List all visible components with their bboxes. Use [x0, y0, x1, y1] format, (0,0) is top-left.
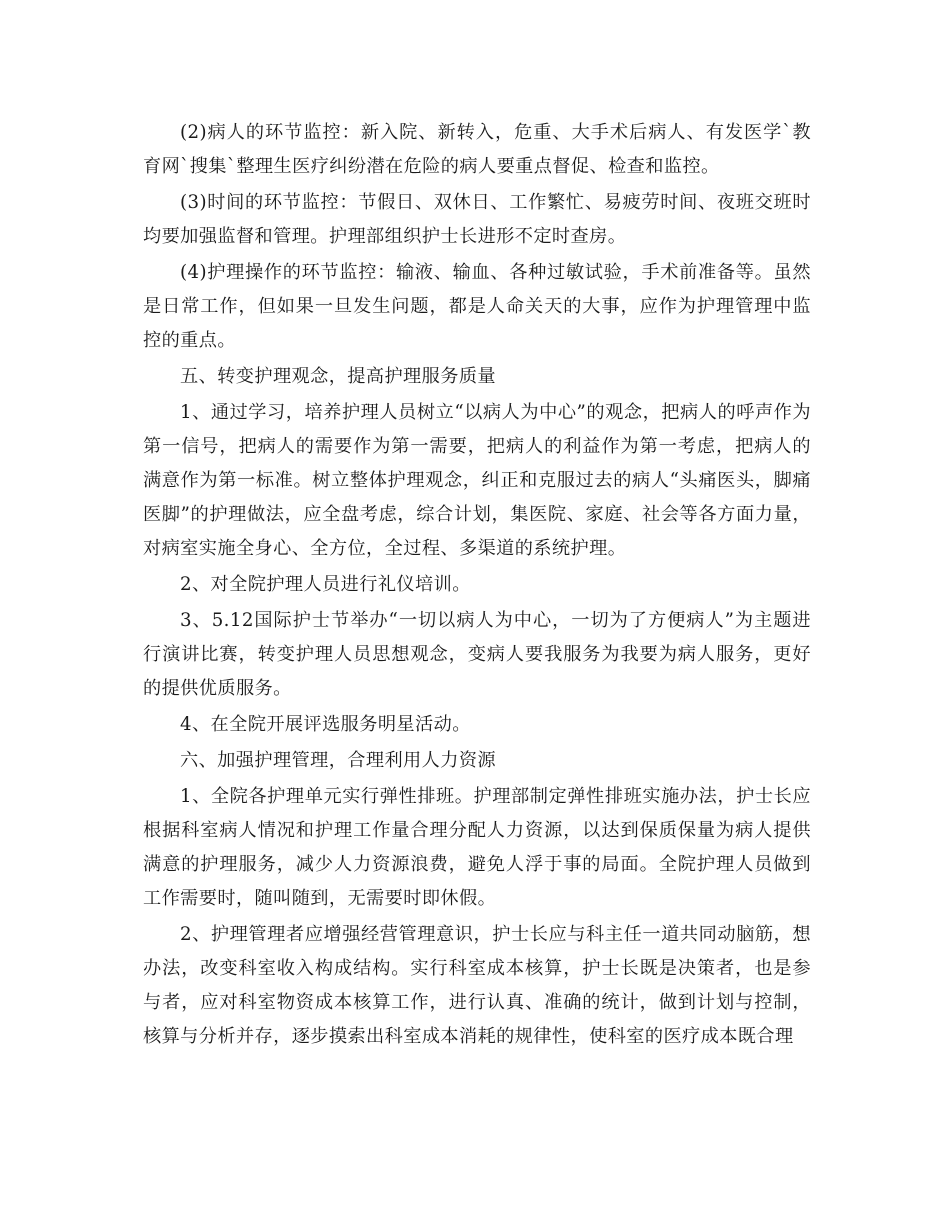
- paragraph-operation-monitoring: (4)护理操作的环节监控：输液、输血、各种过敏试验，手术前准备等。虽然是日常工作，但如果一旦发生问题，都是人命关天的大事，应作为护理管理中监控的重点。: [143, 262, 811, 351]
- paragraph-item-4-service-star: 4、在全院开展评选服务明星活动。: [180, 714, 471, 735]
- paragraph-item-2-etiquette-training: 2、对全院护理人员进行礼仪培训。: [180, 574, 471, 595]
- document-body: [143, 116, 811, 1056]
- section-heading-five: 五、转变护理观念，提高护理服务质量: [180, 366, 496, 387]
- paragraph-time-monitoring: (3)时间的环节监控：节假日、双休日、工作繁忙、易疲劳时间、夜班交班时均要加强监督和管理。护理部组织护士长进形不定时查房。: [143, 192, 811, 247]
- paragraph-item-1-patient-centered: 1、通过学习，培养护理人员树立“以病人为中心”的观念，把病人的呼声作为第一信号，把病人的需要作为第一需要，把病人的利益作为第一考虑，把病人的满意作为第一标准。树立整体护理观念，纠正和克服过去的病人“头痛医头，脚痛医脚”的护理做法，应全盘考虑，综合计划，集医院、家庭、社会等各方面力量，对病室实施全身心、全方位，全过程、多渠道的系统护理。: [143, 402, 811, 559]
- paragraph-patient-monitoring: (2)病人的环节监控：新入院、新转入，危重、大手术后病人、有发医学`教育网`搜集`整理生医疗纠纷潜在危险的病人要重点督促、检查和监控。: [143, 122, 811, 177]
- paragraph-item-2-cost-management: 2、护理管理者应增强经营管理意识，护士长应与科主任一道共同动脑筋，想办法，改变科室收入构成结构。实行科室成本核算，护士长既是决策者，也是参与者，应对科室物资成本核算工作，进行认真、准确的统计，做到计划与控制，核算与分析并存，逐步摸索出科室成本消耗的规律性，使科室的医疗成本既合理: [143, 924, 811, 1047]
- paragraph-item-3-nurses-day: 3、5.12国际护士节举办“一切以病人为中心，一切为了方便病人”为主题进行演讲比赛，转变护理人员思想观念，变病人要我服务为我要为病人服务，更好的提供优质服务。: [143, 610, 811, 699]
- paragraph-item-1-flexible-scheduling: 1、全院各护理单元实行弹性排班。护理部制定弹性排班实施办法，护士长应根据科室病人情况和护理工作量合理分配人力资源，以达到保质保量为病人提供满意的护理服务，减少人力资源浪费，避免人浮于事的局面。全院护理人员做到工作需要时，随叫随到，无需要时即休假。: [143, 786, 811, 909]
- section-heading-six: 六、加强护理管理，合理利用人力资源: [180, 750, 496, 771]
